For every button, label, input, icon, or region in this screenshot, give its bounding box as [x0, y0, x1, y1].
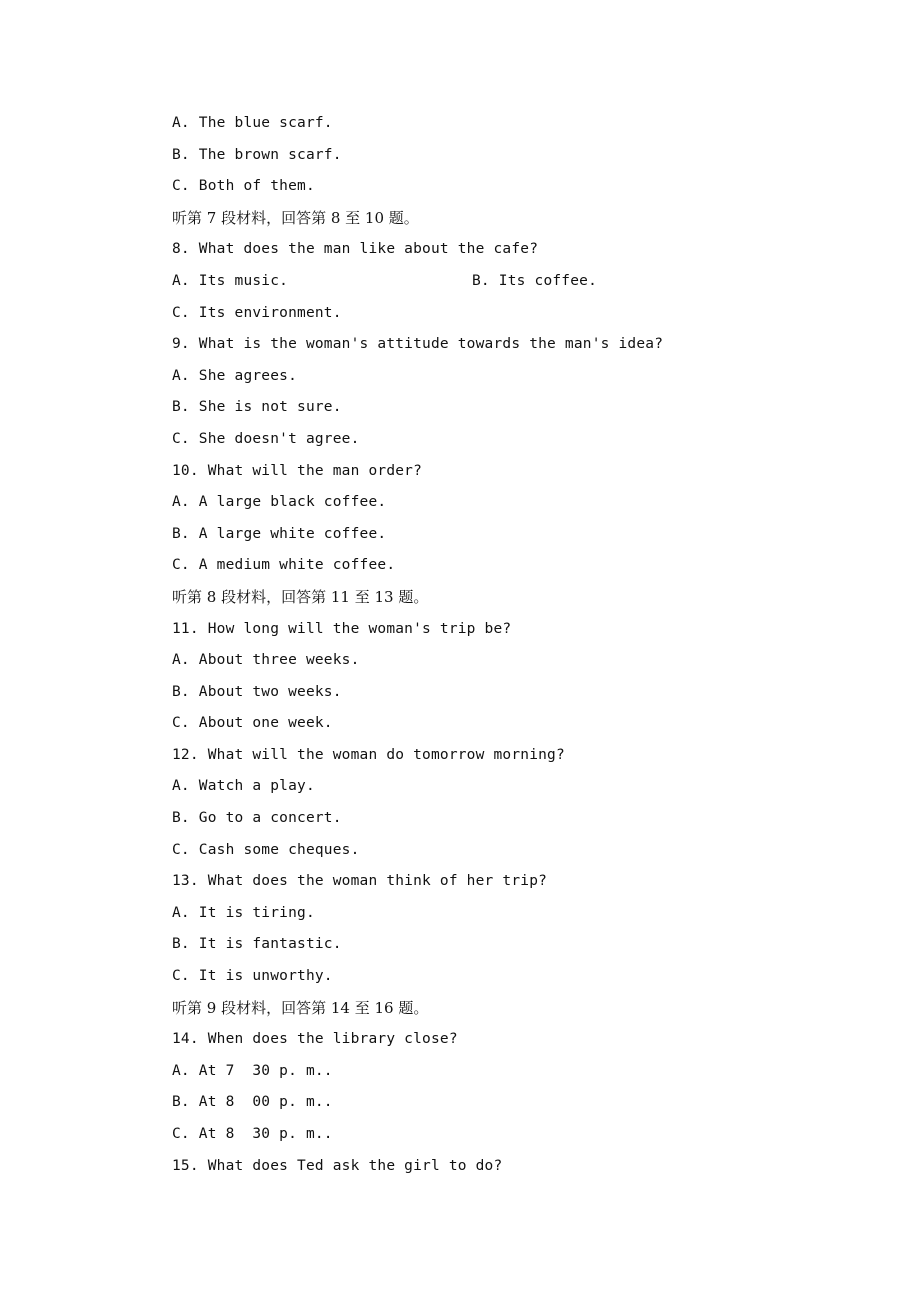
option-line: C. She doesn't agree. — [172, 430, 360, 447]
option-row — [172, 266, 792, 298]
question-line: 12. What will the woman do tomorrow morning? — [172, 746, 565, 763]
option-line: B. Go to a concert. — [172, 810, 342, 827]
section-instruction: 听第 7 段材料，回答第 8 至 10 题。 — [172, 208, 419, 227]
section-instruction: 听第 9 段材料，回答第 14 至 16 题。 — [172, 998, 429, 1017]
option-line: C. Cash some cheques. — [172, 841, 360, 858]
option-line: B. About two weeks. — [172, 683, 342, 700]
option-line: C. Its environment. — [172, 304, 342, 321]
question-line: 14. When does the library close? — [172, 1031, 458, 1048]
option-line: A. The blue scarf. — [172, 115, 333, 131]
question-line: 8. What does the man like about the cafe? — [172, 241, 539, 258]
question-line: 11. How long will the woman's trip be? — [172, 620, 512, 637]
option-line: B. It is fantastic. — [172, 936, 342, 953]
option-a: A. Its music. — [172, 272, 289, 289]
option-line: A. A large black coffee. — [172, 494, 387, 511]
question-line: 10. What will the man order? — [172, 462, 423, 479]
option-line: A. It is tiring. — [172, 904, 315, 921]
option-line: C. It is unworthy. — [172, 968, 333, 985]
option-line: C. About one week. — [172, 715, 333, 732]
question-line: 9. What is the woman's attitude towards the man's idea? — [172, 336, 664, 353]
option-line: C. A medium white coffee. — [172, 557, 396, 574]
option-line: A. She agrees. — [172, 367, 298, 384]
option-line: A. At 7 30 p. m.. — [172, 1062, 333, 1079]
option-line: B. A large white coffee. — [172, 525, 387, 542]
option-b: B. Its coffee. — [472, 272, 598, 289]
option-line: B. At 8 00 p. m.. — [172, 1094, 333, 1111]
option-line: A. About three weeks. — [172, 652, 360, 669]
section-instruction: 听第 8 段材料，回答第 11 至 13 题。 — [172, 587, 429, 606]
option-line: C. At 8 30 p. m.. — [172, 1126, 333, 1142]
option-line: A. Watch a play. — [172, 778, 315, 795]
option-line: C. Both of them. — [172, 178, 315, 195]
question-line: 15. What does Ted ask the girl to do? — [172, 1157, 503, 1174]
option-line: B. The brown scarf. — [172, 146, 342, 163]
option-line: B. She is not sure. — [172, 399, 342, 416]
question-line: 13. What does the woman think of her trip? — [172, 873, 548, 890]
document-page — [172, 108, 792, 1182]
